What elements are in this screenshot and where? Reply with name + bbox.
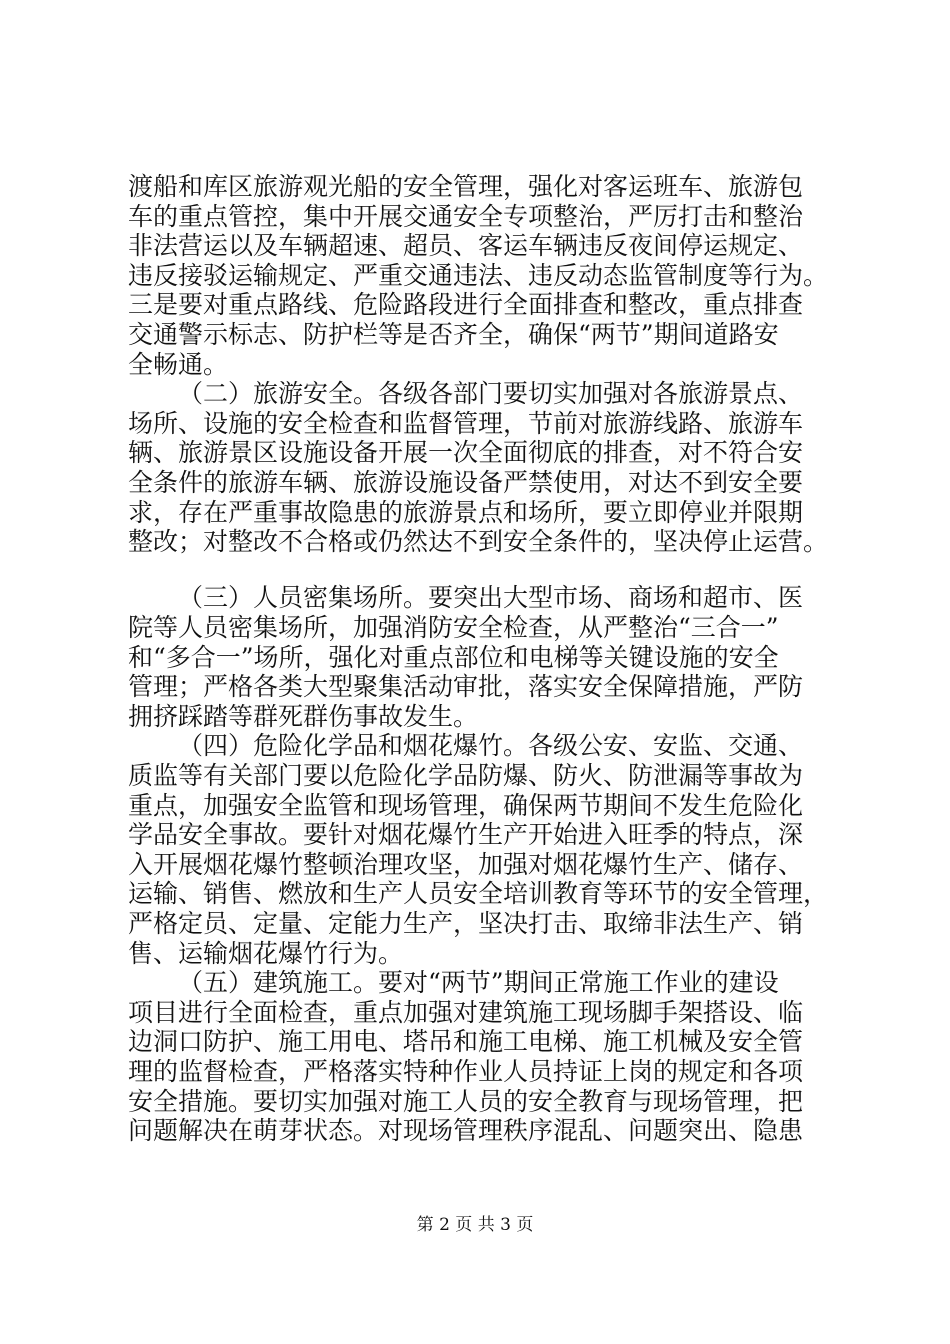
page-number: 第 2 页 共 3 页 xyxy=(416,1215,534,1235)
text-line: 入开展烟花爆竹整顿治理攻坚，加强对烟花爆竹生产、储存、 xyxy=(128,850,804,879)
text-line: 辆、旅游景区设施设备开展一次全面彻底的排查，对不符合安 xyxy=(128,438,804,467)
text-line: 交通警示标志、防护栏等是否齐全，确保“两节”期间道路安 xyxy=(128,320,779,349)
text-line: 求，存在严重事故隐患的旅游景点和场所，要立即停业并限期 xyxy=(128,498,804,527)
text-line: 售、运输烟花爆竹行为。 xyxy=(128,939,404,968)
text-line: 和“多合一”场所，强化对重点部位和电梯等关键设施的安全 xyxy=(128,643,779,672)
text-line: 整改；对整改不合格或仍然达不到安全条件的，坚决停止运营。 xyxy=(128,527,829,556)
text-line: 拥挤踩踏等群死群伤事故发生。 xyxy=(128,702,479,731)
text-line: 问题解决在萌芽状态。对现场管理秩序混乱、问题突出、隐患 xyxy=(128,1116,804,1145)
text-line: 非法营运以及车辆超速、超员、客运车辆违反夜间停运规定、 xyxy=(128,231,804,260)
text-line: 三是要对重点路线、危险路段进行全面排查和整改，重点排查 xyxy=(128,290,804,319)
text-line: 车的重点管控，集中开展交通安全专项整治，严厉打击和整治 xyxy=(128,202,804,231)
text-line: 管理；严格各类大型聚集活动审批，落实安全保障措施，严防 xyxy=(128,672,804,701)
text-line: 全畅通。 xyxy=(128,350,229,379)
text-line: 运输、销售、燃放和生产人员安全培训教育等环节的安全管理， xyxy=(128,879,829,908)
text-line: 场所、设施的安全检查和监督管理，节前对旅游线路、旅游车 xyxy=(128,409,804,438)
text-line: 渡船和库区旅游观光船的安全管理，强化对客运班车、旅游包 xyxy=(128,172,804,201)
text-line: 全条件的旅游车辆、旅游设施设备严禁使用，对达不到安全要 xyxy=(128,468,804,497)
text-line: 重点，加强安全监管和现场管理，确保两节期间不发生危险化 xyxy=(128,791,804,820)
text-line: （四）危险化学品和烟花爆竹。各级公安、安监、交通、 xyxy=(178,731,804,760)
text-line: （三）人员密集场所。要突出大型市场、商场和超市、医 xyxy=(178,583,804,612)
text-line: 理的监督检查，严格落实特种作业人员持证上岗的规定和各项 xyxy=(128,1057,804,1086)
text-line: 安全措施。要切实加强对施工人员的安全教育与现场管理，把 xyxy=(128,1087,804,1116)
text-line: 违反接驳运输规定、严重交通违法、违反动态监管制度等行为。 xyxy=(128,261,829,290)
text-line: （二）旅游安全。各级各部门要切实加强对各旅游景点、 xyxy=(178,379,804,408)
text-line: 边洞口防护、施工用电、塔吊和施工电梯、施工机械及安全管 xyxy=(128,1027,804,1056)
text-line: 学品安全事故。要针对烟花爆竹生产开始进入旺季的特点，深 xyxy=(128,820,804,849)
text-line: 严格定员、定量、定能力生产，坚决打击、取缔非法生产、销 xyxy=(128,909,804,938)
text-line: 质监等有关部门要以危险化学品防爆、防火、防泄漏等事故为 xyxy=(128,761,804,790)
text-line: 项目进行全面检查，重点加强对建筑施工现场脚手架搭设、临 xyxy=(128,998,804,1027)
text-line: 院等人员密集场所，加强消防安全检查，从严整治“三合一” xyxy=(128,613,779,642)
text-line: （五）建筑施工。要对“两节”期间正常施工作业的建设 xyxy=(178,968,779,997)
